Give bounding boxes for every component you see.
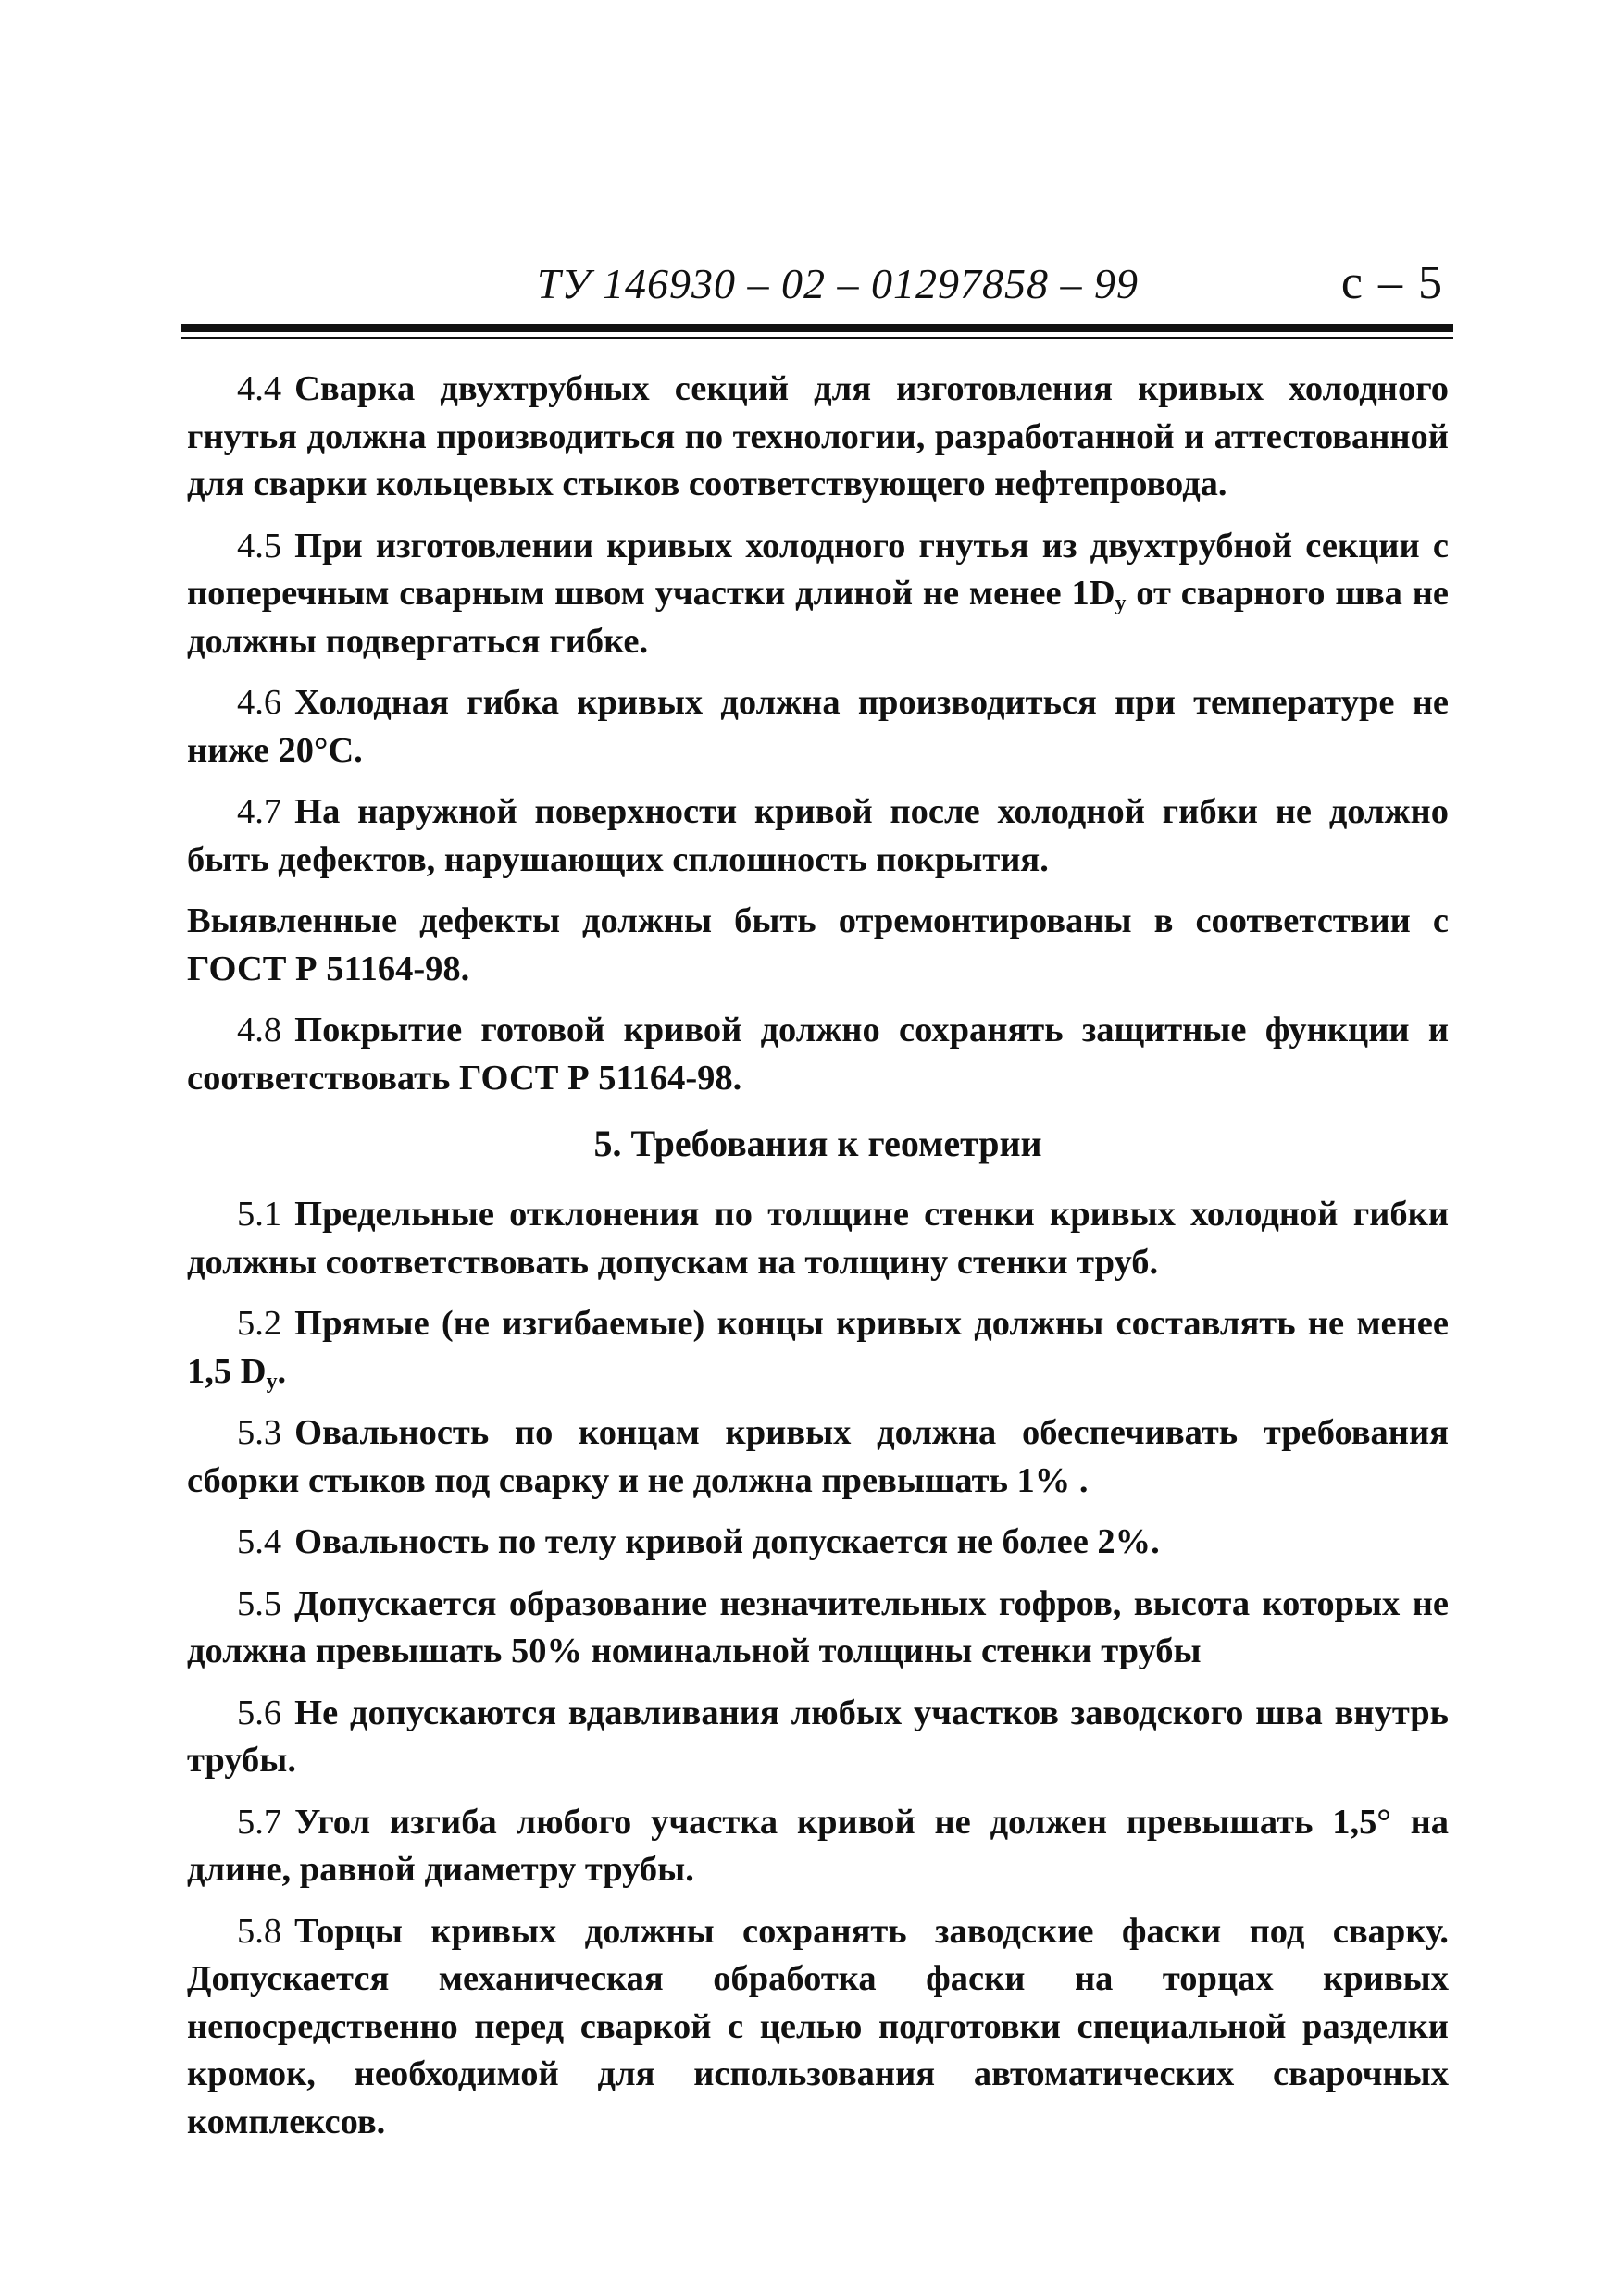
clause-text: Овальность по концам кривых должна обеспечивать требования сборки стыков под сварку и не должна превышать 1% . (187, 1413, 1449, 1500)
clause-5-7 (187, 1799, 1449, 1894)
clause-5-3 (187, 1409, 1449, 1505)
clause-number: 4.8 (237, 1011, 282, 1049)
clause-text: Не допускаются вдавливания любых участков заводского шва внутрь трубы. (187, 1693, 1449, 1780)
clause-number: 4.6 (237, 683, 282, 722)
clause-number: 5.7 (237, 1802, 282, 1842)
header-rule-thick (181, 324, 1453, 332)
clause-4-4 (187, 366, 1449, 509)
clause-text: При изготовлении кривых холодного гнутья из двухтрубной секции с поперечным сварным швом участки длиной не менее 1D (187, 526, 1449, 613)
clause-text: Выявленные дефекты должны быть отремонтированы в соответствии с ГОСТ Р 51164-98. (187, 901, 1449, 988)
clause-number: 4.5 (237, 526, 282, 565)
clause-5-6 (187, 1690, 1449, 1785)
clause-text: Предельные отклонения по толщине стенки кривых холодной гибки должны соответствовать допускам на толщину стенки труб. (187, 1195, 1449, 1282)
clause-number: 5.4 (237, 1522, 282, 1561)
clause-4-7-continuation (187, 898, 1449, 993)
clause-text: Прямые (не изгибаемые) концы кривых должны составлять не менее 1,5 D (187, 1304, 1449, 1391)
clause-5-2 (187, 1300, 1449, 1396)
clause-5-4 (187, 1519, 1449, 1567)
clause-4-7 (187, 788, 1449, 884)
page-number: с – 5 (1340, 256, 1444, 309)
document-code: ТУ 146930 – 02 – 01297858 – 99 (537, 260, 1140, 307)
clause-number: 5.6 (237, 1693, 282, 1732)
clause-number: 4.4 (237, 369, 282, 408)
clause-text-tail: от сварного шва не должны подвергаться гибке. (187, 574, 1449, 661)
clause-text: На наружной поверхности кривой после холодной гибки не должно быть дефектов, нарушающих сплошность покрытия. (187, 792, 1449, 879)
clause-number: 4.7 (237, 792, 282, 831)
section-5-title: 5. Требования к геометрии (593, 1123, 1042, 1164)
document-body (187, 366, 1449, 2160)
clause-4-5 (187, 523, 1449, 666)
page-header (181, 256, 1453, 315)
clause-text: Покрытие готовой кривой должно сохранять защитные функции и соответствовать ГОСТ Р 51164-98. (187, 1011, 1449, 1098)
clause-4-6 (187, 679, 1449, 775)
subscript: у (1115, 590, 1127, 615)
clause-text: Сварка двухтрубных секций для изготовления кривых холодного гнутья должна производиться по технологии, разработанной и аттестованной для сварки кольцевых стыков соответствующего нефтепровода. (187, 369, 1449, 503)
clause-text: Торцы кривых должны сохранять заводские фаски под сварку. Допускается механическая обработка фаски на торцах кривых непосредственно перед сваркой с целью подготовки специальной разделки кромок, необходимой для использования автоматических сварочных комплексов. (187, 1911, 1449, 2141)
clause-text-tail: . (277, 1351, 287, 1391)
clause-5-1 (187, 1191, 1449, 1286)
clause-text: Овальность по телу кривой допускается не более 2%. (294, 1522, 1160, 1561)
clause-number: 5.1 (237, 1195, 282, 1234)
clause-number: 5.3 (237, 1413, 282, 1452)
clause-number: 5.8 (237, 1911, 282, 1951)
clause-number: 5.5 (237, 1583, 282, 1623)
subscript: у (266, 1369, 278, 1394)
clause-5-8 (187, 1908, 1449, 2147)
clause-text: Допускается образование незначительных гофров, высота которых не должна превышать 50% номинальной толщины стенки трубы (187, 1583, 1449, 1670)
clause-text: Угол изгиба любого участка кривой не должен превышать 1,5° на длине, равной диаметру трубы. (187, 1802, 1449, 1889)
clause-4-8 (187, 1007, 1449, 1102)
clause-text: Холодная гибка кривых должна производиться при температуре не ниже 20°С. (187, 683, 1449, 770)
header-rule-thin (181, 337, 1453, 339)
clause-number: 5.2 (237, 1304, 282, 1343)
clause-5-5 (187, 1581, 1449, 1676)
